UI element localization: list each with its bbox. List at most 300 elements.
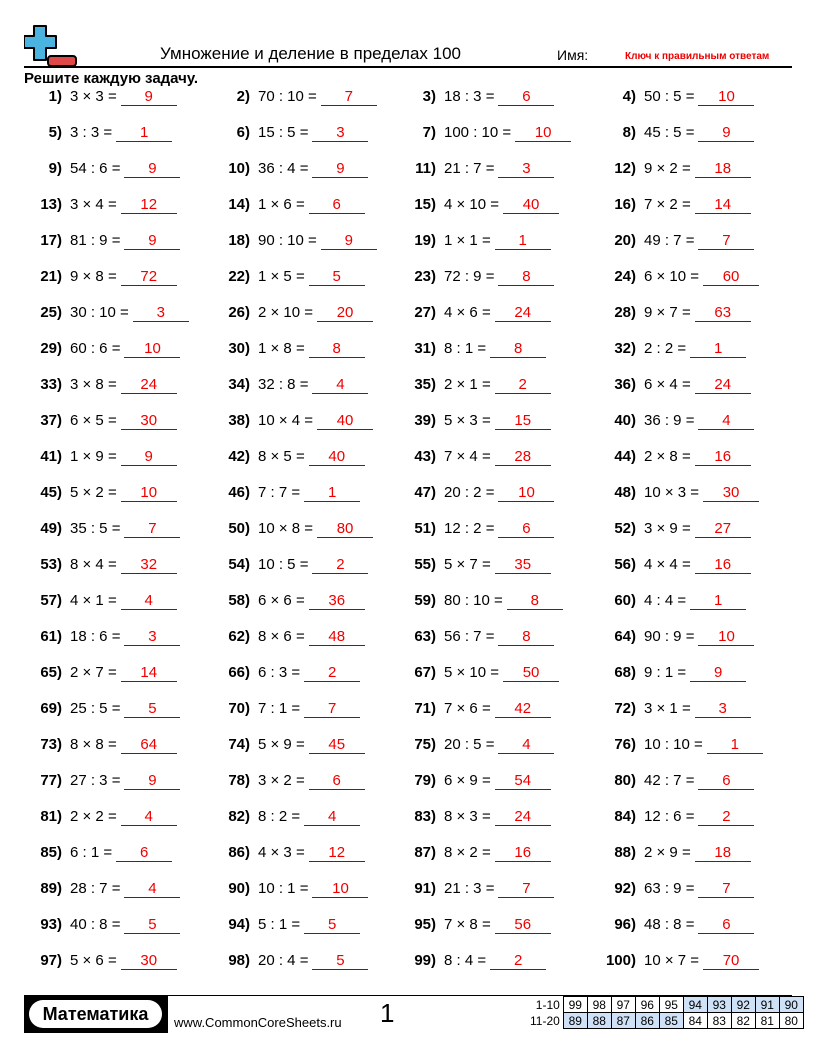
score-cell: 87 [611,1013,635,1029]
problem-expression: 9 × 2 = [644,160,691,177]
problem-expression: 8 × 4 = [70,556,117,573]
answer-field[interactable]: 10 [515,124,571,142]
problem-item [398,520,554,544]
answer-field[interactable]: 40 [309,448,365,466]
answer-field[interactable]: 6 [309,772,365,790]
problem-expression: 2 × 10 = [258,304,314,321]
problem-expression: 18 : 3 = [444,88,495,105]
problem-expression: 9 : 1 = [644,664,687,681]
answer-field[interactable]: 5 [124,916,180,934]
problem-number: 96) [614,916,636,933]
problem-expression: 6 × 6 = [258,592,305,609]
problem-number: 32) [614,340,636,357]
problem-expression: 8 × 5 = [258,448,305,465]
answer-field[interactable]: 9 [124,160,180,178]
problem-number: 86) [228,844,250,861]
problem-item [212,916,360,940]
problem-expression: 8 : 1 = [444,340,487,357]
problem-number: 60) [614,592,636,609]
problem-item [212,664,360,688]
problem-number: 11) [415,160,436,177]
answer-field[interactable]: 3 [498,160,554,178]
problem-expression: 12 : 6 = [644,808,695,825]
problem-item [598,268,759,292]
problem-number: 22) [228,268,250,285]
answer-field[interactable]: 60 [703,268,759,286]
answer-field[interactable]: 18 [695,160,751,178]
problem-expression: 15 : 5 = [258,124,309,141]
problem-number: 58) [228,592,250,609]
answer-field[interactable]: 30 [703,484,759,502]
problem-number: 5) [48,124,62,141]
answer-field[interactable]: 28 [495,448,551,466]
score-cell: 94 [683,997,707,1013]
problem-expression: 2 × 8 = [644,448,691,465]
problem-number: 95) [414,916,436,933]
answer-field[interactable]: 14 [121,664,177,682]
problem-number: 1) [48,88,62,105]
problem-item [598,628,754,652]
name-label: Имя: [557,47,589,63]
answer-field[interactable]: 9 [121,88,177,106]
problem-item [398,232,551,256]
problem-item [212,520,373,544]
problem-item [24,592,177,616]
problem-expression: 18 : 6 = [70,628,121,645]
problem-expression: 50 : 5 = [644,88,695,105]
problem-number: 33) [40,376,62,393]
answer-field[interactable]: 7 [124,520,180,538]
problem-number: 68) [614,664,636,681]
problem-expression: 21 : 7 = [444,160,495,177]
problem-number: 18) [228,232,250,249]
problem-item [598,520,751,544]
answer-field[interactable]: 80 [317,520,373,538]
problem-item [398,376,551,400]
problem-number: 67) [414,664,436,681]
answer-field[interactable]: 70 [703,952,759,970]
problem-item [598,880,754,904]
problem-expression: 3 × 9 = [644,520,691,537]
problem-item [598,556,751,580]
problem-expression: 54 : 6 = [70,160,121,177]
score-row [527,997,803,1013]
problem-expression: 2 : 2 = [644,340,687,357]
problem-expression: 80 : 10 = [444,592,503,609]
problem-expression: 48 : 8 = [644,916,695,933]
problem-number: 94) [228,916,250,933]
score-cell: 93 [707,997,731,1013]
problem-number: 8) [622,124,636,141]
problem-number: 88) [614,844,636,861]
problem-expression: 6 × 4 = [644,376,691,393]
answer-field[interactable]: 2 [304,664,360,682]
answer-field[interactable]: 6 [698,916,754,934]
answer-field[interactable]: 4 [121,592,177,610]
problem-expression: 10 × 7 = [644,952,700,969]
problem-number: 54) [228,556,250,573]
answer-field[interactable]: 72 [121,268,177,286]
answer-field[interactable]: 6 [116,844,172,862]
answer-field[interactable]: 10 [312,880,368,898]
problem-expression: 20 : 4 = [258,952,309,969]
answer-field[interactable]: 9 [312,160,368,178]
answer-field[interactable]: 50 [503,664,559,682]
problem-number: 51) [414,520,436,537]
answer-field[interactable]: 4 [698,412,754,430]
answer-field[interactable]: 9 [690,664,746,682]
answer-field[interactable]: 18 [695,844,751,862]
problem-expression: 5 : 1 = [258,916,301,933]
answer-field[interactable]: 6 [498,88,554,106]
answer-field[interactable]: 4 [312,376,368,394]
problem-item [398,268,554,292]
problem-item [24,304,189,328]
problem-expression: 63 : 9 = [644,880,695,897]
answer-field[interactable]: 24 [495,304,551,322]
problem-expression: 8 × 2 = [444,844,491,861]
answer-field[interactable]: 6 [698,772,754,790]
problem-number: 61) [40,628,62,645]
problem-number: 19) [414,232,436,249]
problem-item [212,232,377,256]
problem-expression: 72 : 9 = [444,268,495,285]
answer-field[interactable]: 10 [498,484,554,502]
problem-item [598,772,754,796]
problem-expression: 6 × 9 = [444,772,491,789]
score-row [527,1013,803,1029]
answer-field[interactable]: 12 [121,196,177,214]
problem-item [398,592,563,616]
problem-number: 12) [614,160,636,177]
problem-expression: 3 : 3 = [70,124,113,141]
problem-expression: 3 × 2 = [258,772,305,789]
problem-expression: 10 : 5 = [258,556,309,573]
problem-number: 57) [40,592,62,609]
answer-field[interactable]: 8 [498,628,554,646]
answer-field[interactable]: 8 [490,340,546,358]
problem-number: 98) [228,952,250,969]
answer-field[interactable]: 35 [495,556,551,574]
problem-item [212,556,368,580]
problem-number: 97) [40,952,62,969]
answer-field[interactable]: 7 [304,700,360,718]
problem-item [212,592,365,616]
problem-expression: 20 : 5 = [444,736,495,753]
problem-number: 23) [414,268,436,285]
answer-field[interactable]: 24 [495,808,551,826]
answer-field[interactable]: 7 [321,88,377,106]
answer-field[interactable]: 9 [698,124,754,142]
answer-field[interactable]: 16 [495,844,551,862]
problem-item [398,160,554,184]
score-cell: 89 [563,1013,587,1029]
answer-field[interactable]: 63 [695,304,751,322]
problem-expression: 36 : 4 = [258,160,309,177]
problem-item [398,448,551,472]
problem-number: 77) [40,772,62,789]
problem-item [398,916,551,940]
problem-item [598,736,763,760]
answer-field[interactable]: 48 [309,628,365,646]
answer-field[interactable]: 24 [695,376,751,394]
answer-field[interactable]: 1 [495,232,551,250]
score-cell: 95 [659,997,683,1013]
answer-field[interactable]: 5 [124,700,180,718]
problem-number: 90) [228,880,250,897]
problem-expression: 8 : 2 = [258,808,301,825]
problem-expression: 5 × 9 = [258,736,305,753]
answer-field[interactable]: 2 [490,952,546,970]
problem-number: 35) [414,376,436,393]
answer-field[interactable]: 1 [304,484,360,502]
answer-field[interactable]: 2 [495,376,551,394]
answer-field[interactable]: 5 [309,268,365,286]
problem-expression: 4 × 1 = [70,592,117,609]
answer-field[interactable]: 40 [503,196,559,214]
problem-expression: 56 : 7 = [444,628,495,645]
answer-field[interactable]: 8 [498,268,554,286]
problem-expression: 8 : 4 = [444,952,487,969]
problem-item [398,124,571,148]
problem-number: 39) [414,412,436,429]
problem-expression: 30 : 10 = [70,304,129,321]
answer-field[interactable]: 16 [695,448,751,466]
problem-item [24,520,180,544]
answer-field[interactable]: 9 [124,772,180,790]
score-cell: 96 [635,997,659,1013]
problem-expression: 28 : 7 = [70,880,121,897]
answer-field[interactable]: 3 [312,124,368,142]
score-cell: 82 [731,1013,755,1029]
answer-field[interactable]: 36 [309,592,365,610]
answer-field[interactable]: 32 [121,556,177,574]
problem-item [212,340,365,364]
answer-field[interactable]: 8 [309,340,365,358]
problem-expression: 2 × 9 = [644,844,691,861]
problem-item [212,484,360,508]
problem-number: 52) [614,520,636,537]
problem-expression: 4 × 3 = [258,844,305,861]
problem-expression: 81 : 9 = [70,232,121,249]
answer-field[interactable]: 10 [121,484,177,502]
problem-number: 15) [414,196,436,213]
problem-item [212,88,377,112]
answer-field[interactable]: 8 [507,592,563,610]
problem-item [212,412,373,436]
score-cell: 80 [779,1013,803,1029]
score-cell: 88 [587,1013,611,1029]
problem-expression: 8 × 8 = [70,736,117,753]
problem-item [598,412,754,436]
problem-item [24,196,177,220]
problem-number: 28) [614,304,636,321]
problem-item [398,844,551,868]
problem-item [398,772,551,796]
answer-field[interactable]: 56 [495,916,551,934]
problem-expression: 10 : 10 = [644,736,703,753]
answer-field[interactable]: 45 [309,736,365,754]
answer-field[interactable]: 16 [695,556,751,574]
problem-item [598,664,746,688]
answer-field[interactable]: 9 [124,232,180,250]
score-cell: 99 [563,997,587,1013]
problem-expression: 9 × 8 = [70,268,117,285]
problem-number: 42) [228,448,250,465]
problem-number: 30) [228,340,250,357]
problem-item [598,592,746,616]
problem-expression: 5 × 3 = [444,412,491,429]
problem-item [24,376,177,400]
problem-item [24,556,177,580]
score-row-label: 1-10 [535,997,560,1012]
problem-expression: 1 × 8 = [258,340,305,357]
problem-item [398,700,551,724]
answer-field[interactable]: 3 [124,628,180,646]
answer-field[interactable]: 4 [304,808,360,826]
problem-item [598,808,754,832]
problem-number: 93) [40,916,62,933]
problem-number: 36) [614,376,636,393]
answer-field[interactable]: 5 [312,952,368,970]
problem-number: 49) [40,520,62,537]
answer-field[interactable]: 40 [317,412,373,430]
problem-number: 31) [414,340,436,357]
problem-number: 91) [414,880,436,897]
problem-number: 73) [40,736,62,753]
score-cell: 85 [659,1013,683,1029]
answer-field[interactable]: 10 [698,88,754,106]
answer-field[interactable]: 1 [690,340,746,358]
answer-field[interactable]: 20 [317,304,373,322]
problem-number: 47) [414,484,436,501]
problem-number: 74) [228,736,250,753]
answer-field[interactable]: 2 [312,556,368,574]
header-divider [24,66,792,68]
problem-item [212,376,368,400]
answer-field[interactable]: 1 [690,592,746,610]
problem-number: 83) [414,808,436,825]
answer-field[interactable]: 3 [133,304,189,322]
problem-item [24,484,177,508]
problem-expression: 90 : 9 = [644,628,695,645]
problem-item [212,268,365,292]
problem-item [398,88,554,112]
problem-item [598,448,751,472]
problem-item [212,448,365,472]
problem-expression: 9 × 7 = [644,304,691,321]
score-cell: 92 [731,997,755,1013]
answer-field[interactable]: 15 [495,412,551,430]
problem-expression: 5 × 10 = [444,664,500,681]
answer-field[interactable]: 6 [498,520,554,538]
page-number: 1 [380,998,395,1028]
problem-number: 81) [40,808,62,825]
problem-expression: 2 × 2 = [70,808,117,825]
answer-field[interactable]: 24 [121,376,177,394]
answer-field[interactable]: 30 [121,952,177,970]
answer-field[interactable]: 3 [695,700,751,718]
answer-field[interactable]: 5 [304,916,360,934]
problem-number: 75) [414,736,436,753]
answer-field[interactable]: 27 [695,520,751,538]
problem-expression: 4 × 4 = [644,556,691,573]
answer-field[interactable]: 4 [498,736,554,754]
problem-expression: 7 × 2 = [644,196,691,213]
answer-field[interactable]: 7 [498,880,554,898]
problem-number: 82) [228,808,250,825]
problem-item [24,160,180,184]
answer-field[interactable]: 64 [121,736,177,754]
problem-expression: 1 × 9 = [70,448,117,465]
problem-item [212,160,368,184]
problem-item [212,844,365,868]
answer-field[interactable]: 12 [309,844,365,862]
problem-expression: 20 : 2 = [444,484,495,501]
problem-item [598,952,759,976]
problem-item [24,880,180,904]
problem-item [24,772,180,796]
problem-item [212,700,360,724]
problem-item [398,340,546,364]
problem-expression: 5 × 2 = [70,484,117,501]
problem-expression: 25 : 5 = [70,700,121,717]
problem-item [24,808,177,832]
answer-field[interactable]: 1 [116,124,172,142]
answer-field[interactable]: 6 [309,196,365,214]
problem-number: 17) [40,232,62,249]
answer-field[interactable]: 2 [698,808,754,826]
answer-field[interactable]: 54 [495,772,551,790]
answer-field[interactable]: 10 [124,340,180,358]
answer-field[interactable]: 4 [124,880,180,898]
answer-key-label: Ключ к правильным ответам [625,51,770,62]
answer-field[interactable]: 9 [321,232,377,250]
worksheet-title: Умножение и деление в пределах 100 [160,44,461,63]
problem-number: 3) [422,88,436,105]
problem-item [212,808,360,832]
problem-expression: 40 : 8 = [70,916,121,933]
problem-expression: 10 : 1 = [258,880,309,897]
problem-item [598,196,751,220]
problem-item [24,448,177,472]
answer-field[interactable]: 30 [121,412,177,430]
problem-number: 34) [228,376,250,393]
problem-expression: 5 × 6 = [70,952,117,969]
score-cell: 86 [635,1013,659,1029]
problem-number: 55) [414,556,436,573]
problem-expression: 4 × 10 = [444,196,500,213]
problem-number: 46) [228,484,250,501]
answer-field[interactable]: 1 [707,736,763,754]
problem-expression: 60 : 6 = [70,340,121,357]
problem-number: 10) [228,160,250,177]
answer-field[interactable]: 9 [121,448,177,466]
answer-field[interactable]: 14 [695,196,751,214]
problem-item [212,736,365,760]
problem-item [598,844,751,868]
problem-item [212,952,368,976]
problem-number: 76) [614,736,636,753]
answer-field[interactable]: 7 [698,880,754,898]
answer-field[interactable]: 4 [121,808,177,826]
problem-number: 64) [614,628,636,645]
answer-field[interactable]: 10 [698,628,754,646]
answer-field[interactable]: 42 [495,700,551,718]
answer-field[interactable]: 7 [698,232,754,250]
problem-item [398,412,551,436]
problem-item [598,916,754,940]
